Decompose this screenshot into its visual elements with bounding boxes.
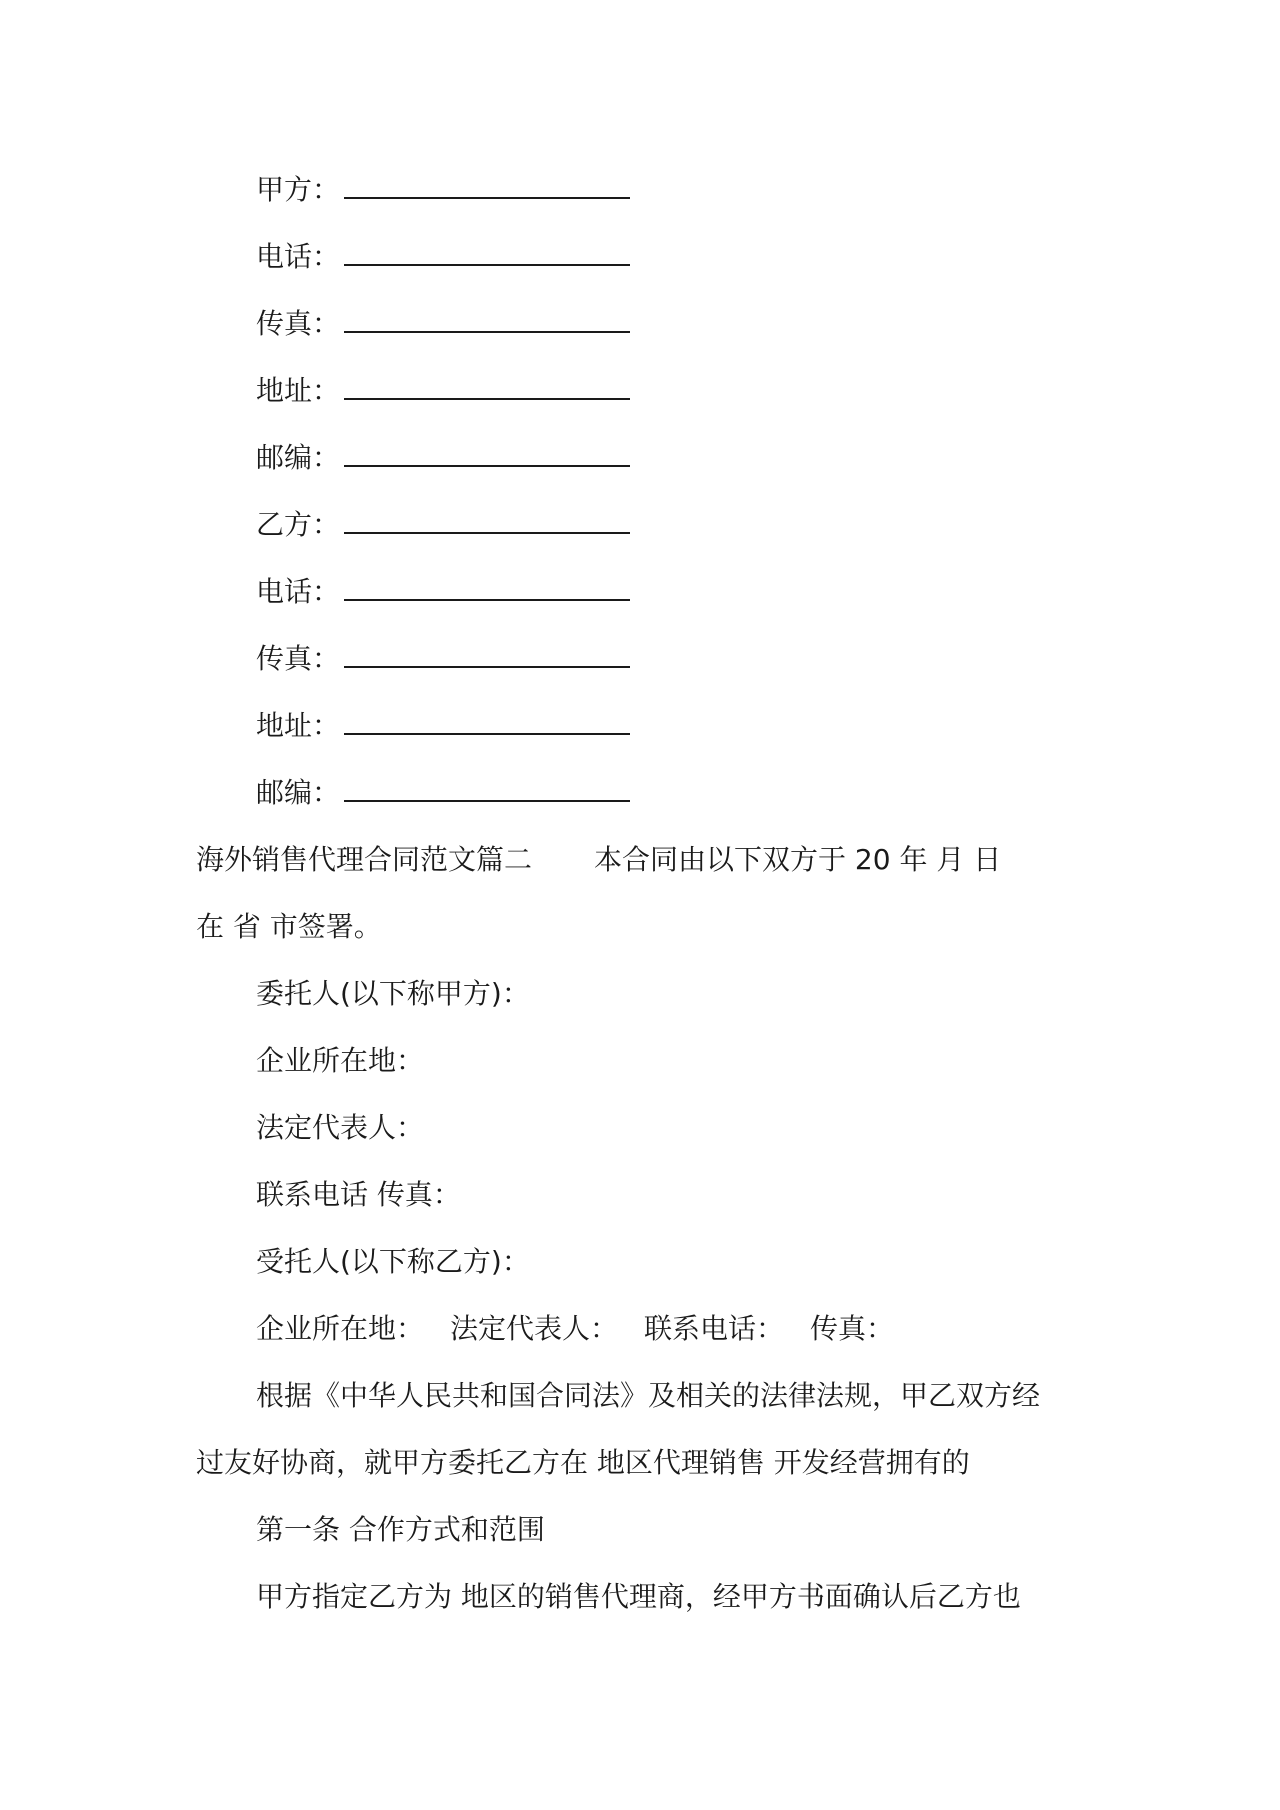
party-b-name-field — [256, 505, 630, 545]
article-1-title: 第一条 合作方式和范围 — [256, 1513, 545, 1546]
agent-title: 受托人(以下称乙方)： — [256, 1245, 530, 1278]
principal-contact: 联系电话 传真： — [256, 1178, 461, 1211]
field-label: 地址： — [256, 374, 341, 407]
agent-fax: 传真： — [810, 1312, 895, 1345]
field-label: 传真： — [256, 307, 341, 340]
party-b-fax-field — [256, 639, 630, 679]
field-label: 地址： — [256, 709, 341, 742]
blank-line — [344, 506, 630, 534]
agent-phone: 联系电话： — [644, 1312, 785, 1345]
intro-line-2: 在 省 市签署。 — [196, 910, 382, 943]
field-label: 传真： — [256, 642, 341, 675]
party-a-name-field — [256, 170, 630, 210]
party-b-phone-field — [256, 572, 630, 612]
blank-line — [344, 573, 630, 601]
principal-legal-rep: 法定代表人： — [256, 1111, 425, 1144]
agent-info-line — [256, 1309, 894, 1349]
blank-line — [344, 707, 630, 735]
section-title: 海外销售代理合同范文篇二 — [196, 843, 533, 876]
party-a-fax-field — [256, 304, 630, 344]
field-label: 甲方： — [256, 173, 341, 206]
blank-line — [344, 171, 630, 199]
agent-legal-rep: 法定代表人： — [450, 1312, 619, 1345]
field-label: 邮编： — [256, 441, 341, 474]
blank-line — [344, 305, 630, 333]
blank-line — [344, 640, 630, 668]
blank-line — [344, 372, 630, 400]
principal-location: 企业所在地： — [256, 1044, 425, 1077]
article-1-line-1: 甲方指定乙方为 地区的销售代理商，经甲方书面确认后乙方也 — [256, 1580, 1021, 1613]
party-a-phone-field — [256, 237, 630, 277]
field-label: 邮编： — [256, 776, 341, 809]
field-label: 电话： — [256, 240, 341, 273]
party-b-address-field — [256, 706, 630, 746]
party-a-address-field — [256, 371, 630, 411]
blank-line — [344, 238, 630, 266]
agent-location: 企业所在地： — [256, 1312, 425, 1345]
basis-line-2: 过友好协商，就甲方委托乙方在 地区代理销售 开发经营拥有的 — [196, 1446, 970, 1479]
blank-line — [344, 439, 630, 467]
field-label: 乙方： — [256, 508, 341, 541]
blank-line — [344, 774, 630, 802]
party-a-postcode-field — [256, 438, 630, 478]
intro-line-2-row — [196, 907, 382, 947]
intro-line-1: 本合同由以下双方于 20 年 月 日 — [594, 843, 1002, 876]
basis-line-1: 根据《中华人民共和国合同法》及相关的法律法规，甲乙双方经 — [256, 1379, 1041, 1412]
section-title-line — [196, 840, 1001, 880]
principal-title: 委托人(以下称甲方)： — [256, 977, 530, 1010]
party-b-postcode-field — [256, 773, 630, 813]
field-label: 电话： — [256, 575, 341, 608]
